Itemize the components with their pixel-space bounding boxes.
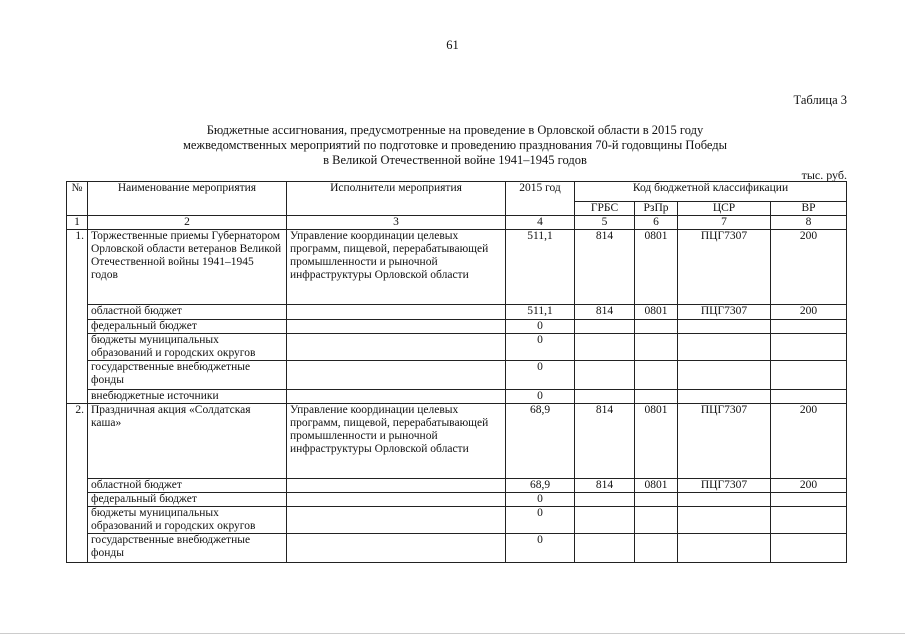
header-row bbox=[67, 182, 847, 202]
source-vr bbox=[771, 361, 847, 390]
source-name: бюджеты муниципальных образований и городских округов bbox=[88, 507, 287, 534]
source-grbs: 814 bbox=[575, 479, 635, 493]
header-rzpr: РзПр bbox=[635, 202, 678, 216]
source-row bbox=[67, 479, 847, 493]
source-amount: 511,1 bbox=[506, 305, 575, 320]
source-executor bbox=[287, 493, 506, 507]
source-grbs bbox=[575, 320, 635, 334]
unit-label: тыс. руб. bbox=[801, 168, 847, 182]
source-vr bbox=[771, 320, 847, 334]
source-grbs bbox=[575, 493, 635, 507]
source-row bbox=[67, 305, 847, 320]
header-grbs: ГРБС bbox=[575, 202, 635, 216]
source-rzpr: 0801 bbox=[635, 305, 678, 320]
header-executors: Исполнители мероприятия bbox=[287, 182, 506, 216]
item-csr: ПЦГ7307 bbox=[678, 404, 771, 479]
source-executor bbox=[287, 534, 506, 563]
source-vr bbox=[771, 493, 847, 507]
title-line-3: в Великой Отечественной войне 1941–1945 годов bbox=[323, 153, 587, 167]
source-rzpr bbox=[635, 534, 678, 563]
source-name: внебюджетные источники bbox=[88, 390, 287, 404]
source-rzpr bbox=[635, 361, 678, 390]
source-row bbox=[67, 534, 847, 563]
source-amount: 0 bbox=[506, 320, 575, 334]
source-csr bbox=[678, 361, 771, 390]
source-vr bbox=[771, 390, 847, 404]
source-amount: 0 bbox=[506, 334, 575, 361]
col-number: 4 bbox=[506, 216, 575, 230]
source-amount: 0 bbox=[506, 493, 575, 507]
header-num: № bbox=[67, 182, 88, 216]
page-number: 61 bbox=[446, 38, 459, 52]
col-number: 1 bbox=[67, 216, 88, 230]
source-vr: 200 bbox=[771, 479, 847, 493]
col-number: 7 bbox=[678, 216, 771, 230]
source-executor bbox=[287, 390, 506, 404]
source-csr bbox=[678, 507, 771, 534]
source-rzpr bbox=[635, 320, 678, 334]
item-number: 2. bbox=[67, 404, 88, 563]
table-label: Таблица 3 bbox=[793, 93, 847, 107]
source-row bbox=[67, 493, 847, 507]
source-name: государственные внебюджетные фонды bbox=[88, 361, 287, 390]
source-csr: ПЦГ7307 bbox=[678, 479, 771, 493]
source-rzpr bbox=[635, 493, 678, 507]
item-executor: Управление координации целевых программ, пищевой, перерабатывающей промышленности и рыночной инфраструктуры Орловской области bbox=[287, 404, 506, 479]
source-rzpr bbox=[635, 507, 678, 534]
item-grbs: 814 bbox=[575, 404, 635, 479]
item-csr: ПЦГ7307 bbox=[678, 230, 771, 305]
source-csr bbox=[678, 334, 771, 361]
item-name: Торжественные приемы Губернатором Орловской области ветеранов Великой Отечественной войны 1941–1945 годов bbox=[88, 230, 287, 305]
table-body bbox=[67, 182, 847, 563]
source-amount: 0 bbox=[506, 361, 575, 390]
source-row bbox=[67, 507, 847, 534]
item-executor: Управление координации целевых программ, пищевой, перерабатывающей промышленности и рыночной инфраструктуры Орловской области bbox=[287, 230, 506, 305]
source-amount: 0 bbox=[506, 507, 575, 534]
source-row bbox=[67, 320, 847, 334]
source-rzpr: 0801 bbox=[635, 479, 678, 493]
title-line-1: Бюджетные ассигнования, предусмотренные на проведение в Орловской области в 2015 году bbox=[206, 123, 704, 137]
source-vr bbox=[771, 334, 847, 361]
col-number: 5 bbox=[575, 216, 635, 230]
source-grbs bbox=[575, 507, 635, 534]
header-csr: ЦСР bbox=[678, 202, 771, 216]
item-amount: 68,9 bbox=[506, 404, 575, 479]
source-name: федеральный бюджет bbox=[88, 493, 287, 507]
source-amount: 0 bbox=[506, 534, 575, 563]
source-executor bbox=[287, 361, 506, 390]
item-row bbox=[67, 404, 847, 479]
col-number: 8 bbox=[771, 216, 847, 230]
source-name: государственные внебюджетные фонды bbox=[88, 534, 287, 563]
item-rzpr: 0801 bbox=[635, 404, 678, 479]
source-vr: 200 bbox=[771, 305, 847, 320]
column-number-row bbox=[67, 216, 847, 230]
source-vr bbox=[771, 534, 847, 563]
source-row bbox=[67, 390, 847, 404]
source-name: федеральный бюджет bbox=[88, 320, 287, 334]
source-executor bbox=[287, 320, 506, 334]
source-csr bbox=[678, 534, 771, 563]
header-year: 2015 год bbox=[506, 182, 575, 216]
source-csr bbox=[678, 493, 771, 507]
col-number: 2 bbox=[88, 216, 287, 230]
source-amount: 0 bbox=[506, 390, 575, 404]
source-vr bbox=[771, 507, 847, 534]
source-rzpr bbox=[635, 334, 678, 361]
item-vr: 200 bbox=[771, 404, 847, 479]
source-executor bbox=[287, 507, 506, 534]
item-rzpr: 0801 bbox=[635, 230, 678, 305]
source-executor bbox=[287, 334, 506, 361]
source-executor bbox=[287, 305, 506, 320]
source-csr bbox=[678, 390, 771, 404]
item-amount: 511,1 bbox=[506, 230, 575, 305]
title-line-2: межведомственных мероприятий по подготовке и проведению празднования 70-й годовщины Победы bbox=[182, 138, 728, 152]
source-amount: 68,9 bbox=[506, 479, 575, 493]
source-rzpr bbox=[635, 390, 678, 404]
source-grbs bbox=[575, 390, 635, 404]
header-vr: ВР bbox=[771, 202, 847, 216]
source-name: областной бюджет bbox=[88, 305, 287, 320]
source-csr: ПЦГ7307 bbox=[678, 305, 771, 320]
item-row bbox=[67, 230, 847, 305]
source-name: бюджеты муниципальных образований и городских округов bbox=[88, 334, 287, 361]
item-number: 1. bbox=[67, 230, 88, 404]
table-title bbox=[150, 123, 760, 168]
page-bottom-divider bbox=[0, 633, 905, 634]
item-grbs: 814 bbox=[575, 230, 635, 305]
item-vr: 200 bbox=[771, 230, 847, 305]
item-name: Праздничная акция «Солдатская каша» bbox=[88, 404, 287, 479]
budget-table bbox=[66, 181, 847, 563]
source-grbs bbox=[575, 361, 635, 390]
col-number: 3 bbox=[287, 216, 506, 230]
source-grbs bbox=[575, 534, 635, 563]
source-row bbox=[67, 334, 847, 361]
source-executor bbox=[287, 479, 506, 493]
header-code: Код бюджетной классификации bbox=[575, 182, 847, 202]
source-row bbox=[67, 361, 847, 390]
source-grbs: 814 bbox=[575, 305, 635, 320]
source-csr bbox=[678, 320, 771, 334]
source-name: областной бюджет bbox=[88, 479, 287, 493]
header-name: Наименование мероприятия bbox=[88, 182, 287, 216]
col-number: 6 bbox=[635, 216, 678, 230]
source-grbs bbox=[575, 334, 635, 361]
